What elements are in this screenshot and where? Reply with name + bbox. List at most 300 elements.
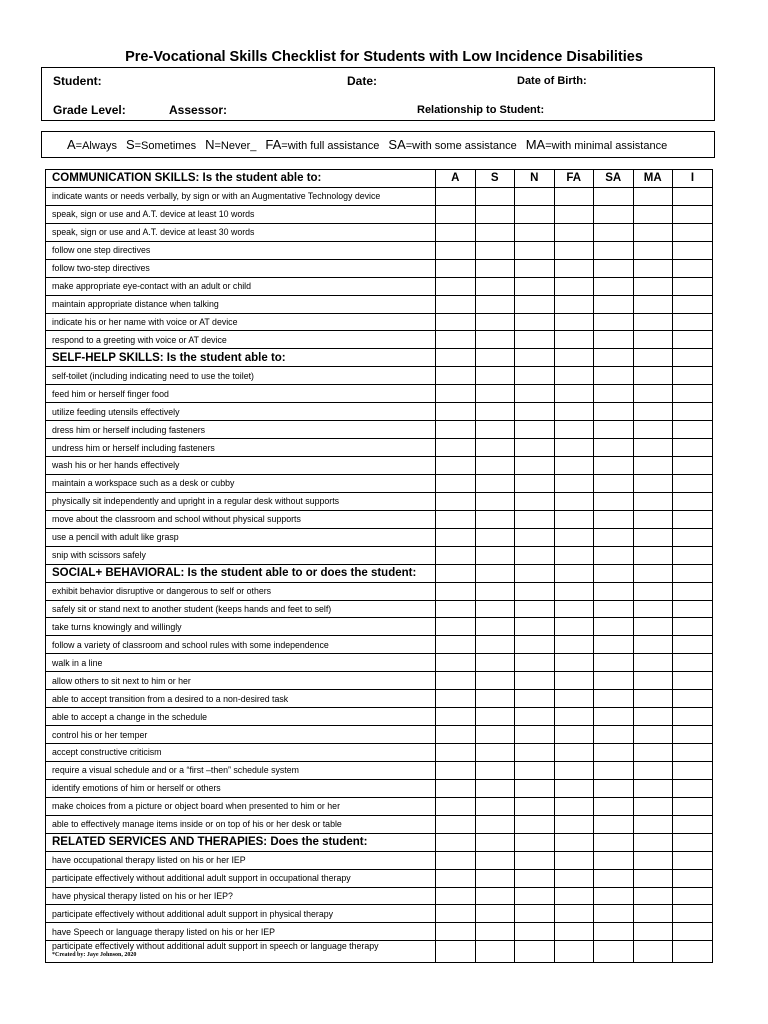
rating-cell[interactable] — [554, 797, 594, 815]
rating-cell[interactable] — [594, 564, 634, 582]
rating-cell[interactable] — [515, 385, 555, 403]
rating-cell[interactable] — [673, 331, 713, 349]
rating-cell[interactable] — [515, 815, 555, 833]
rating-cell[interactable] — [475, 923, 515, 941]
rating-cell[interactable] — [594, 259, 634, 277]
rating-cell[interactable] — [673, 797, 713, 815]
date-of-birth-field[interactable]: Date of Birth: — [517, 75, 587, 87]
rating-cell[interactable] — [594, 905, 634, 923]
rating-cell[interactable] — [633, 690, 673, 708]
rating-cell[interactable] — [436, 833, 476, 851]
rating-cell[interactable] — [594, 941, 634, 963]
rating-cell[interactable] — [633, 672, 673, 690]
rating-cell[interactable] — [633, 779, 673, 797]
rating-cell[interactable] — [673, 277, 713, 295]
rating-cell[interactable] — [554, 869, 594, 887]
rating-cell[interactable] — [475, 690, 515, 708]
rating-cell[interactable] — [554, 726, 594, 744]
rating-cell[interactable] — [554, 367, 594, 385]
rating-cell[interactable] — [475, 672, 515, 690]
rating-cell[interactable] — [515, 869, 555, 887]
rating-cell[interactable] — [554, 941, 594, 963]
rating-cell[interactable] — [594, 187, 634, 205]
rating-cell[interactable] — [475, 187, 515, 205]
rating-cell[interactable] — [554, 618, 594, 636]
rating-cell[interactable] — [436, 887, 476, 905]
rating-cell[interactable] — [436, 851, 476, 869]
rating-cell[interactable] — [515, 851, 555, 869]
rating-cell[interactable] — [633, 421, 673, 439]
rating-cell[interactable] — [633, 492, 673, 510]
rating-cell[interactable] — [554, 421, 594, 439]
rating-cell[interactable] — [436, 349, 476, 367]
rating-cell[interactable] — [594, 439, 634, 457]
rating-cell[interactable] — [633, 564, 673, 582]
rating-cell[interactable] — [594, 277, 634, 295]
rating-cell[interactable] — [633, 708, 673, 726]
rating-cell[interactable] — [594, 313, 634, 331]
rating-cell[interactable] — [554, 439, 594, 457]
rating-cell[interactable] — [633, 367, 673, 385]
rating-cell[interactable] — [673, 869, 713, 887]
date-field[interactable]: Date: — [347, 74, 378, 88]
rating-cell[interactable] — [436, 439, 476, 457]
rating-cell[interactable] — [633, 618, 673, 636]
rating-cell[interactable] — [475, 618, 515, 636]
rating-cell[interactable] — [515, 779, 555, 797]
rating-cell[interactable] — [554, 295, 594, 313]
rating-cell[interactable] — [475, 600, 515, 618]
rating-cell[interactable] — [673, 672, 713, 690]
rating-cell[interactable] — [554, 241, 594, 259]
rating-cell[interactable] — [475, 869, 515, 887]
rating-cell[interactable] — [554, 564, 594, 582]
rating-cell[interactable] — [594, 421, 634, 439]
rating-cell[interactable] — [554, 600, 594, 618]
rating-cell[interactable] — [515, 421, 555, 439]
rating-cell[interactable] — [554, 887, 594, 905]
rating-cell[interactable] — [594, 797, 634, 815]
rating-cell[interactable] — [554, 654, 594, 672]
rating-cell[interactable] — [554, 582, 594, 600]
rating-cell[interactable] — [633, 600, 673, 618]
rating-cell[interactable] — [554, 779, 594, 797]
rating-cell[interactable] — [475, 851, 515, 869]
assessor-field[interactable]: Assessor: — [169, 103, 228, 117]
rating-cell[interactable] — [673, 259, 713, 277]
rating-cell[interactable] — [515, 618, 555, 636]
rating-cell[interactable] — [594, 887, 634, 905]
rating-cell[interactable] — [633, 349, 673, 367]
rating-cell[interactable] — [515, 241, 555, 259]
rating-cell[interactable] — [515, 923, 555, 941]
rating-cell[interactable] — [436, 510, 476, 528]
rating-cell[interactable] — [673, 313, 713, 331]
rating-cell[interactable] — [633, 223, 673, 241]
rating-cell[interactable] — [475, 439, 515, 457]
rating-cell[interactable] — [554, 187, 594, 205]
rating-cell[interactable] — [475, 941, 515, 963]
rating-cell[interactable] — [633, 582, 673, 600]
rating-cell[interactable] — [515, 474, 555, 492]
rating-cell[interactable] — [673, 690, 713, 708]
rating-cell[interactable] — [554, 672, 594, 690]
rating-cell[interactable] — [436, 636, 476, 654]
rating-cell[interactable] — [554, 528, 594, 546]
rating-cell[interactable] — [673, 457, 713, 475]
rating-cell[interactable] — [594, 457, 634, 475]
rating-cell[interactable] — [475, 654, 515, 672]
rating-cell[interactable] — [515, 205, 555, 223]
rating-cell[interactable] — [554, 331, 594, 349]
rating-cell[interactable] — [436, 277, 476, 295]
rating-cell[interactable] — [475, 331, 515, 349]
rating-cell[interactable] — [515, 654, 555, 672]
rating-cell[interactable] — [594, 367, 634, 385]
rating-cell[interactable] — [436, 600, 476, 618]
rating-cell[interactable] — [475, 744, 515, 762]
rating-cell[interactable] — [633, 941, 673, 963]
rating-cell[interactable] — [515, 546, 555, 564]
rating-cell[interactable] — [673, 941, 713, 963]
rating-cell[interactable] — [475, 905, 515, 923]
rating-cell[interactable] — [633, 815, 673, 833]
rating-cell[interactable] — [594, 923, 634, 941]
rating-cell[interactable] — [673, 421, 713, 439]
rating-cell[interactable] — [673, 474, 713, 492]
rating-cell[interactable] — [594, 869, 634, 887]
rating-cell[interactable] — [673, 905, 713, 923]
rating-cell[interactable] — [475, 761, 515, 779]
rating-cell[interactable] — [554, 905, 594, 923]
rating-cell[interactable] — [515, 600, 555, 618]
rating-cell[interactable] — [554, 833, 594, 851]
rating-cell[interactable] — [594, 744, 634, 762]
rating-cell[interactable] — [554, 851, 594, 869]
rating-cell[interactable] — [515, 726, 555, 744]
rating-cell[interactable] — [436, 528, 476, 546]
rating-cell[interactable] — [554, 744, 594, 762]
rating-cell[interactable] — [554, 761, 594, 779]
rating-cell[interactable] — [633, 833, 673, 851]
rating-cell[interactable] — [594, 510, 634, 528]
rating-cell[interactable] — [436, 672, 476, 690]
rating-cell[interactable] — [515, 833, 555, 851]
rating-cell[interactable] — [594, 761, 634, 779]
rating-cell[interactable] — [475, 492, 515, 510]
rating-cell[interactable] — [475, 474, 515, 492]
rating-cell[interactable] — [633, 636, 673, 654]
rating-cell[interactable] — [515, 528, 555, 546]
rating-cell[interactable] — [515, 744, 555, 762]
grade-level-field[interactable]: Grade Level: — [53, 103, 126, 117]
rating-cell[interactable] — [436, 761, 476, 779]
rating-cell[interactable] — [475, 403, 515, 421]
rating-cell[interactable] — [633, 205, 673, 223]
rating-cell[interactable] — [515, 941, 555, 963]
rating-cell[interactable] — [475, 546, 515, 564]
rating-cell[interactable] — [594, 600, 634, 618]
rating-cell[interactable] — [515, 349, 555, 367]
rating-cell[interactable] — [673, 851, 713, 869]
rating-cell[interactable] — [436, 205, 476, 223]
rating-cell[interactable] — [436, 869, 476, 887]
rating-cell[interactable] — [515, 708, 555, 726]
rating-cell[interactable] — [673, 654, 713, 672]
rating-cell[interactable] — [594, 815, 634, 833]
rating-cell[interactable] — [436, 779, 476, 797]
rating-cell[interactable] — [594, 295, 634, 313]
rating-cell[interactable] — [475, 349, 515, 367]
rating-cell[interactable] — [594, 349, 634, 367]
rating-cell[interactable] — [436, 457, 476, 475]
rating-cell[interactable] — [475, 277, 515, 295]
rating-cell[interactable] — [554, 923, 594, 941]
rating-cell[interactable] — [594, 205, 634, 223]
rating-cell[interactable] — [594, 223, 634, 241]
rating-cell[interactable] — [554, 815, 594, 833]
rating-cell[interactable] — [515, 439, 555, 457]
rating-cell[interactable] — [515, 187, 555, 205]
rating-cell[interactable] — [436, 690, 476, 708]
rating-cell[interactable] — [475, 708, 515, 726]
rating-cell[interactable] — [673, 779, 713, 797]
rating-cell[interactable] — [633, 851, 673, 869]
rating-cell[interactable] — [594, 636, 634, 654]
rating-cell[interactable] — [436, 744, 476, 762]
rating-cell[interactable] — [673, 528, 713, 546]
rating-cell[interactable] — [554, 510, 594, 528]
rating-cell[interactable] — [515, 295, 555, 313]
rating-cell[interactable] — [594, 474, 634, 492]
rating-cell[interactable] — [673, 403, 713, 421]
rating-cell[interactable] — [475, 367, 515, 385]
rating-cell[interactable] — [673, 349, 713, 367]
rating-cell[interactable] — [475, 205, 515, 223]
rating-cell[interactable] — [436, 313, 476, 331]
rating-cell[interactable] — [633, 403, 673, 421]
rating-cell[interactable] — [594, 331, 634, 349]
rating-cell[interactable] — [475, 421, 515, 439]
rating-cell[interactable] — [594, 385, 634, 403]
rating-cell[interactable] — [633, 546, 673, 564]
rating-cell[interactable] — [475, 528, 515, 546]
rating-cell[interactable] — [475, 313, 515, 331]
rating-cell[interactable] — [673, 187, 713, 205]
rating-cell[interactable] — [673, 205, 713, 223]
rating-cell[interactable] — [515, 277, 555, 295]
rating-cell[interactable] — [475, 779, 515, 797]
rating-cell[interactable] — [633, 457, 673, 475]
student-field[interactable]: Student: — [53, 74, 102, 88]
rating-cell[interactable] — [436, 474, 476, 492]
rating-cell[interactable] — [633, 331, 673, 349]
rating-cell[interactable] — [554, 492, 594, 510]
rating-cell[interactable] — [515, 259, 555, 277]
rating-cell[interactable] — [515, 313, 555, 331]
rating-cell[interactable] — [594, 403, 634, 421]
rating-cell[interactable] — [436, 582, 476, 600]
rating-cell[interactable] — [554, 277, 594, 295]
rating-cell[interactable] — [673, 761, 713, 779]
rating-cell[interactable] — [554, 474, 594, 492]
rating-cell[interactable] — [673, 815, 713, 833]
rating-cell[interactable] — [436, 618, 476, 636]
rating-cell[interactable] — [633, 744, 673, 762]
rating-cell[interactable] — [515, 510, 555, 528]
rating-cell[interactable] — [436, 797, 476, 815]
rating-cell[interactable] — [554, 546, 594, 564]
rating-cell[interactable] — [475, 833, 515, 851]
relationship-field[interactable]: Relationship to Student: — [417, 104, 545, 116]
rating-cell[interactable] — [633, 277, 673, 295]
rating-cell[interactable] — [594, 851, 634, 869]
rating-cell[interactable] — [633, 187, 673, 205]
rating-cell[interactable] — [436, 905, 476, 923]
rating-cell[interactable] — [475, 457, 515, 475]
rating-cell[interactable] — [436, 259, 476, 277]
rating-cell[interactable] — [673, 833, 713, 851]
rating-cell[interactable] — [436, 421, 476, 439]
rating-cell[interactable] — [515, 905, 555, 923]
rating-cell[interactable] — [515, 331, 555, 349]
rating-cell[interactable] — [436, 923, 476, 941]
rating-cell[interactable] — [594, 672, 634, 690]
rating-cell[interactable] — [633, 241, 673, 259]
rating-cell[interactable] — [633, 797, 673, 815]
rating-cell[interactable] — [633, 439, 673, 457]
rating-cell[interactable] — [515, 636, 555, 654]
rating-cell[interactable] — [673, 241, 713, 259]
rating-cell[interactable] — [554, 205, 594, 223]
rating-cell[interactable] — [673, 744, 713, 762]
rating-cell[interactable] — [633, 474, 673, 492]
rating-cell[interactable] — [436, 546, 476, 564]
rating-cell[interactable] — [475, 295, 515, 313]
rating-cell[interactable] — [673, 618, 713, 636]
rating-cell[interactable] — [475, 797, 515, 815]
rating-cell[interactable] — [436, 726, 476, 744]
rating-cell[interactable] — [436, 187, 476, 205]
rating-cell[interactable] — [475, 241, 515, 259]
rating-cell[interactable] — [515, 223, 555, 241]
rating-cell[interactable] — [515, 672, 555, 690]
rating-cell[interactable] — [633, 385, 673, 403]
rating-cell[interactable] — [515, 564, 555, 582]
rating-cell[interactable] — [436, 815, 476, 833]
rating-cell[interactable] — [594, 582, 634, 600]
rating-cell[interactable] — [594, 654, 634, 672]
rating-cell[interactable] — [554, 403, 594, 421]
rating-cell[interactable] — [673, 546, 713, 564]
rating-cell[interactable] — [475, 385, 515, 403]
rating-cell[interactable] — [633, 295, 673, 313]
rating-cell[interactable] — [594, 546, 634, 564]
rating-cell[interactable] — [475, 510, 515, 528]
rating-cell[interactable] — [436, 223, 476, 241]
rating-cell[interactable] — [436, 331, 476, 349]
rating-cell[interactable] — [673, 708, 713, 726]
rating-cell[interactable] — [633, 726, 673, 744]
rating-cell[interactable] — [436, 403, 476, 421]
rating-cell[interactable] — [673, 923, 713, 941]
rating-cell[interactable] — [673, 726, 713, 744]
rating-cell[interactable] — [515, 492, 555, 510]
rating-cell[interactable] — [633, 761, 673, 779]
rating-cell[interactable] — [475, 582, 515, 600]
rating-cell[interactable] — [554, 313, 594, 331]
rating-cell[interactable] — [515, 457, 555, 475]
rating-cell[interactable] — [436, 241, 476, 259]
rating-cell[interactable] — [673, 295, 713, 313]
rating-cell[interactable] — [515, 797, 555, 815]
rating-cell[interactable] — [633, 313, 673, 331]
rating-cell[interactable] — [475, 259, 515, 277]
rating-cell[interactable] — [436, 385, 476, 403]
rating-cell[interactable] — [633, 887, 673, 905]
rating-cell[interactable] — [594, 492, 634, 510]
rating-cell[interactable] — [633, 654, 673, 672]
rating-cell[interactable] — [436, 492, 476, 510]
rating-cell[interactable] — [633, 528, 673, 546]
rating-cell[interactable] — [594, 528, 634, 546]
rating-cell[interactable] — [515, 403, 555, 421]
rating-cell[interactable] — [436, 654, 476, 672]
rating-cell[interactable] — [673, 439, 713, 457]
rating-cell[interactable] — [475, 815, 515, 833]
rating-cell[interactable] — [475, 726, 515, 744]
rating-cell[interactable] — [554, 349, 594, 367]
rating-cell[interactable] — [673, 636, 713, 654]
rating-cell[interactable] — [436, 941, 476, 963]
rating-cell[interactable] — [554, 690, 594, 708]
rating-cell[interactable] — [475, 564, 515, 582]
rating-cell[interactable] — [673, 367, 713, 385]
rating-cell[interactable] — [436, 367, 476, 385]
rating-cell[interactable] — [633, 259, 673, 277]
rating-cell[interactable] — [594, 708, 634, 726]
rating-cell[interactable] — [475, 887, 515, 905]
rating-cell[interactable] — [515, 887, 555, 905]
rating-cell[interactable] — [673, 600, 713, 618]
rating-cell[interactable] — [554, 385, 594, 403]
rating-cell[interactable] — [594, 779, 634, 797]
rating-cell[interactable] — [633, 510, 673, 528]
rating-cell[interactable] — [475, 223, 515, 241]
rating-cell[interactable] — [673, 582, 713, 600]
rating-cell[interactable] — [594, 690, 634, 708]
rating-cell[interactable] — [594, 726, 634, 744]
rating-cell[interactable] — [554, 708, 594, 726]
rating-cell[interactable] — [436, 295, 476, 313]
rating-cell[interactable] — [633, 923, 673, 941]
rating-cell[interactable] — [515, 582, 555, 600]
rating-cell[interactable] — [673, 564, 713, 582]
rating-cell[interactable] — [673, 510, 713, 528]
rating-cell[interactable] — [554, 223, 594, 241]
rating-cell[interactable] — [515, 690, 555, 708]
rating-cell[interactable] — [436, 564, 476, 582]
rating-cell[interactable] — [436, 708, 476, 726]
rating-cell[interactable] — [554, 259, 594, 277]
rating-cell[interactable] — [554, 636, 594, 654]
rating-cell[interactable] — [594, 833, 634, 851]
rating-cell[interactable] — [594, 618, 634, 636]
rating-cell[interactable] — [633, 905, 673, 923]
rating-cell[interactable] — [673, 385, 713, 403]
rating-cell[interactable] — [673, 492, 713, 510]
rating-cell[interactable] — [673, 223, 713, 241]
